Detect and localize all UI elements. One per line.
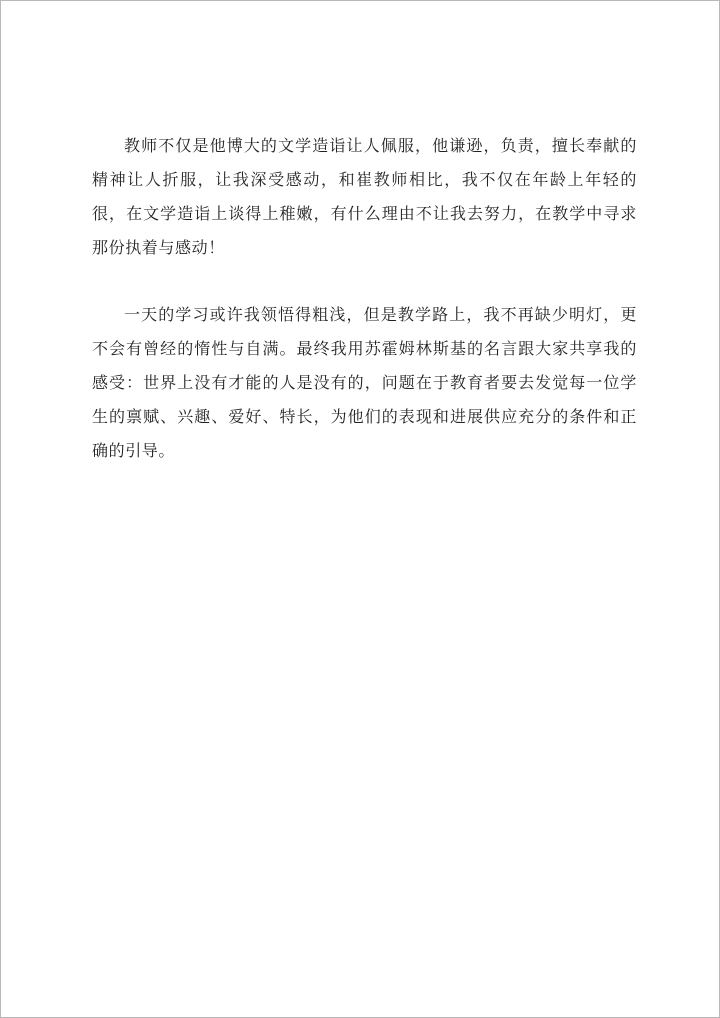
document-body: [92, 129, 637, 468]
paragraph-1: 教师不仅是他博大的文学造诣让人佩服，他谦逊，负责，擅长奉献的精神让人折服，让我深受感动，和崔教师相比，我不仅在年龄上年轻的很，在文学造诣上谈得上稚嫩，有什么理由不让我去努力，在教学中寻求那份执着与感动！: [92, 136, 637, 257]
paragraph-2: 一天的学习或许我领悟得粗浅，但是教学路上，我不再缺少明灯，更不会有曾经的惰性与自满。最终我用苏霍姆林斯基的名言跟大家共享我的感受：世界上没有才能的人是没有的，问题在于教育者要去发觉每一位学生的禀赋、兴趣、爱好、特长，为他们的表现和进展供应充分的条件和正确的引导。: [92, 305, 637, 460]
